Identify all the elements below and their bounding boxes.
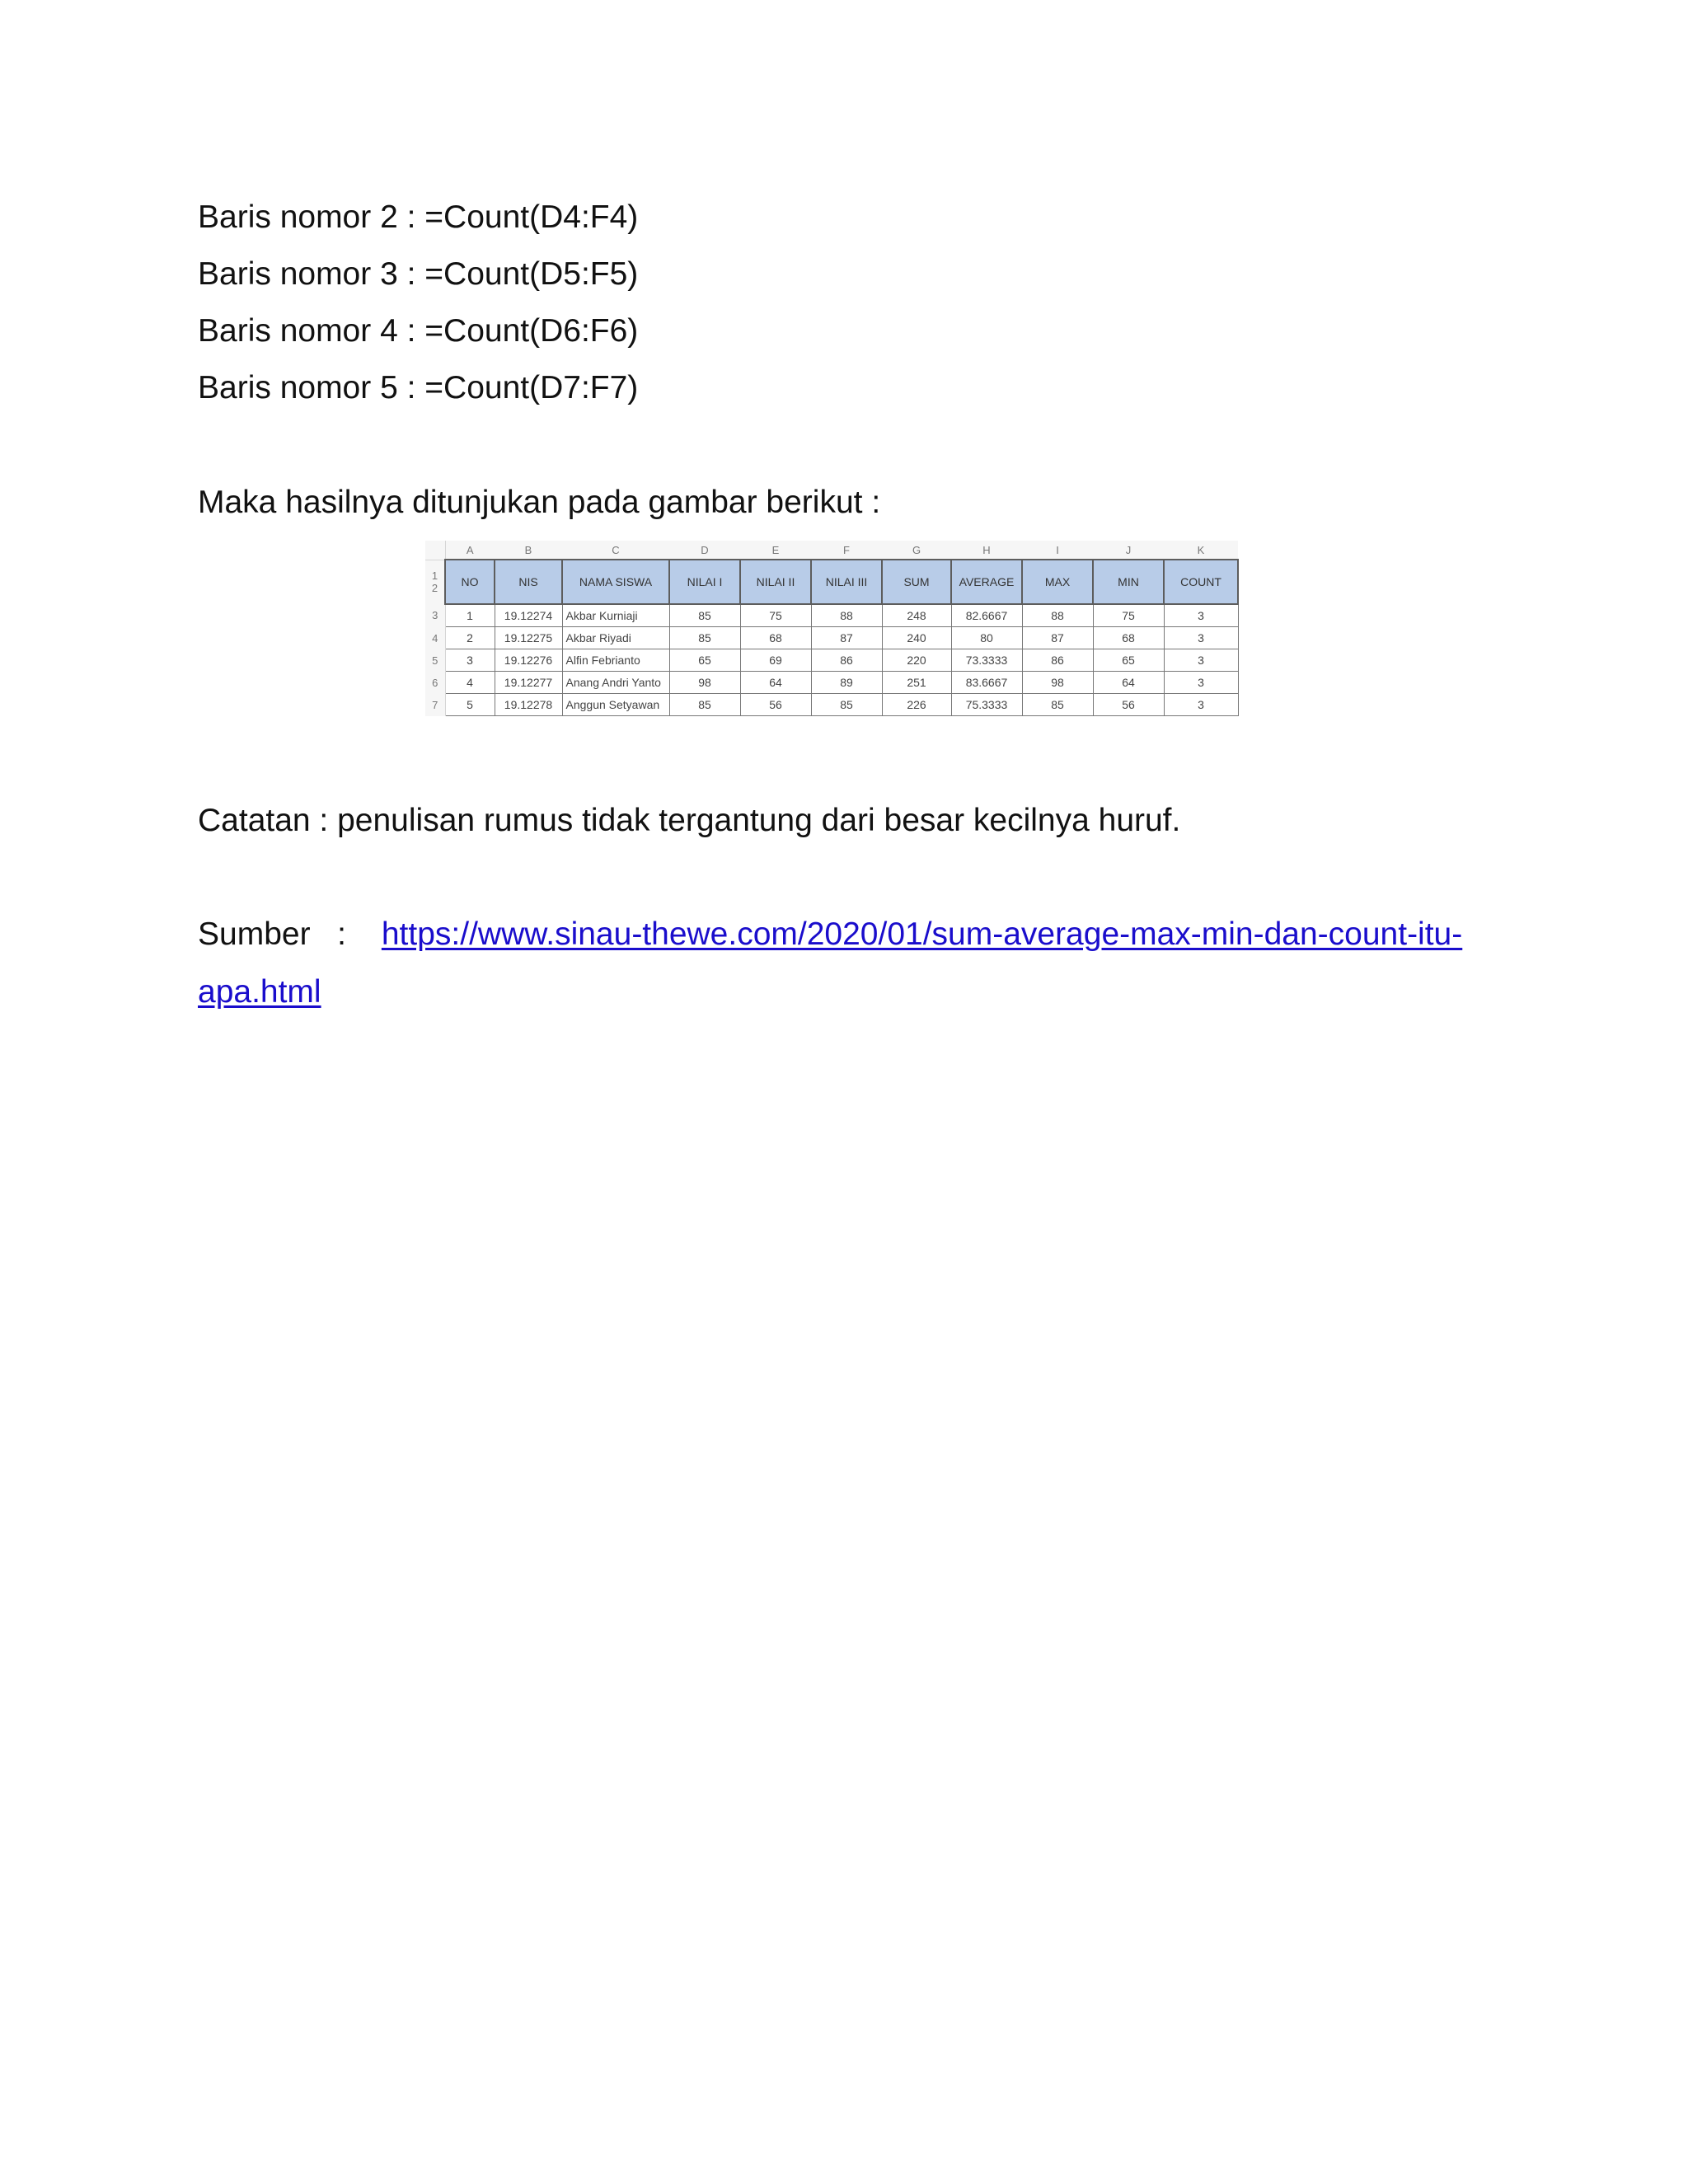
column-letter: G [882,541,951,560]
table-cell: 19.12276 [495,649,562,672]
table-cell: 56 [740,694,811,716]
row-number [425,560,445,604]
header-cell: NIS [495,560,562,604]
table-row [425,672,1238,694]
table-cell: 2 [445,627,495,649]
table-cell: 68 [1093,627,1164,649]
column-letter: F [811,541,882,560]
spreadsheet-table [425,541,1239,716]
table-cell: 248 [882,604,951,627]
column-letter: H [951,541,1022,560]
row-number: 7 [425,694,445,716]
table-cell: 83.6667 [951,672,1022,694]
table-cell: 56 [1093,694,1164,716]
table-cell: 1 [445,604,495,627]
column-letter: J [1093,541,1164,560]
column-letter: K [1164,541,1238,560]
formula-line-2: Baris nomor 2 : =Count(D4:F4) [198,199,639,235]
source-link-continued[interactable]: apa.html [198,974,321,1010]
header-cell: AVERAGE [951,560,1022,604]
table-cell: 226 [882,694,951,716]
table-row [425,604,1238,627]
table-cell: 65 [1093,649,1164,672]
formula-line-4: Baris nomor 4 : =Count(D6:F6) [198,313,639,349]
table-cell: 85 [1022,694,1093,716]
table-row [425,627,1238,649]
row-number-2: 2 [431,582,438,595]
source-separator: : [337,916,346,952]
table-cell: 251 [882,672,951,694]
header-cell: MAX [1022,560,1093,604]
spreadsheet-image [425,541,1238,720]
table-cell: Akbar Riyadi [562,627,669,649]
source-line-continued [198,972,321,1012]
intro-text: Maka hasilnya ditunjukan pada gambar berikut : [198,485,881,520]
table-cell: 86 [1022,649,1093,672]
table-cell: 65 [669,649,740,672]
table-cell: 3 [445,649,495,672]
table-cell: 82.6667 [951,604,1022,627]
source-label-text: Sumber [198,916,311,952]
table-cell: 3 [1164,627,1238,649]
formula-line-3: Baris nomor 3 : =Count(D5:F5) [198,256,639,292]
table-cell: Alfin Febrianto [562,649,669,672]
table-cell: 3 [1164,649,1238,672]
table-cell: 87 [1022,627,1093,649]
table-cell: 64 [1093,672,1164,694]
header-cell: NILAI II [740,560,811,604]
table-cell: Akbar Kurniaji [562,604,669,627]
formula-line-5: Baris nomor 5 : =Count(D7:F7) [198,370,639,405]
table-row [425,649,1238,672]
table-cell: 88 [1022,604,1093,627]
table-cell: 19.12275 [495,627,562,649]
row-number: 4 [425,627,445,649]
table-cell: 88 [811,604,882,627]
table-cell: 85 [669,604,740,627]
table-cell: 73.3333 [951,649,1022,672]
column-letter: I [1022,541,1093,560]
table-cell: 19.12277 [495,672,562,694]
table-cell: 240 [882,627,951,649]
source-line [198,915,1462,954]
table-cell: 89 [811,672,882,694]
column-letter: E [740,541,811,560]
row-number: 5 [425,649,445,672]
table-cell: 75 [740,604,811,627]
table-cell: 85 [811,694,882,716]
row-number: 3 [425,604,445,627]
table-cell: 19.12274 [495,604,562,627]
column-letter: C [562,541,669,560]
header-cell: NILAI I [669,560,740,604]
header-cell: NAMA SISWA [562,560,669,604]
column-letter: D [669,541,740,560]
header-row [425,560,1238,604]
corner-cell [425,541,445,560]
source-link[interactable]: https://www.sinau-thewe.com/2020/01/sum-average-max-min-dan-count-itu- [381,916,1463,952]
table-cell: 4 [445,672,495,694]
table-cell: 87 [811,627,882,649]
table-cell: 85 [669,694,740,716]
table-cell: 86 [811,649,882,672]
column-letter-row [425,541,1238,560]
table-cell: 69 [740,649,811,672]
note-text: Catatan : penulisan rumus tidak tergantung dari besar kecilnya huruf. [198,803,1181,838]
header-cell: MIN [1093,560,1164,604]
header-cell: SUM [882,560,951,604]
column-letter: A [445,541,495,560]
table-cell: 3 [1164,694,1238,716]
table-cell: 5 [445,694,495,716]
table-cell: 19.12278 [495,694,562,716]
header-cell: NILAI III [811,560,882,604]
table-cell: 85 [669,627,740,649]
table-cell: 75 [1093,604,1164,627]
table-cell: 98 [1022,672,1093,694]
table-cell: 220 [882,649,951,672]
source-label [198,915,373,954]
header-cell: NO [445,560,495,604]
table-cell: 98 [669,672,740,694]
table-cell: 68 [740,627,811,649]
table-cell: 80 [951,627,1022,649]
row-number: 6 [425,672,445,694]
table-cell: 3 [1164,604,1238,627]
table-cell: 64 [740,672,811,694]
table-cell: 75.3333 [951,694,1022,716]
table-cell: 3 [1164,672,1238,694]
column-letter: B [495,541,562,560]
table-row [425,694,1238,716]
table-cell: Anggun Setyawan [562,694,669,716]
row-number-1: 1 [431,569,438,583]
table-cell: Anang Andri Yanto [562,672,669,694]
header-cell: COUNT [1164,560,1238,604]
